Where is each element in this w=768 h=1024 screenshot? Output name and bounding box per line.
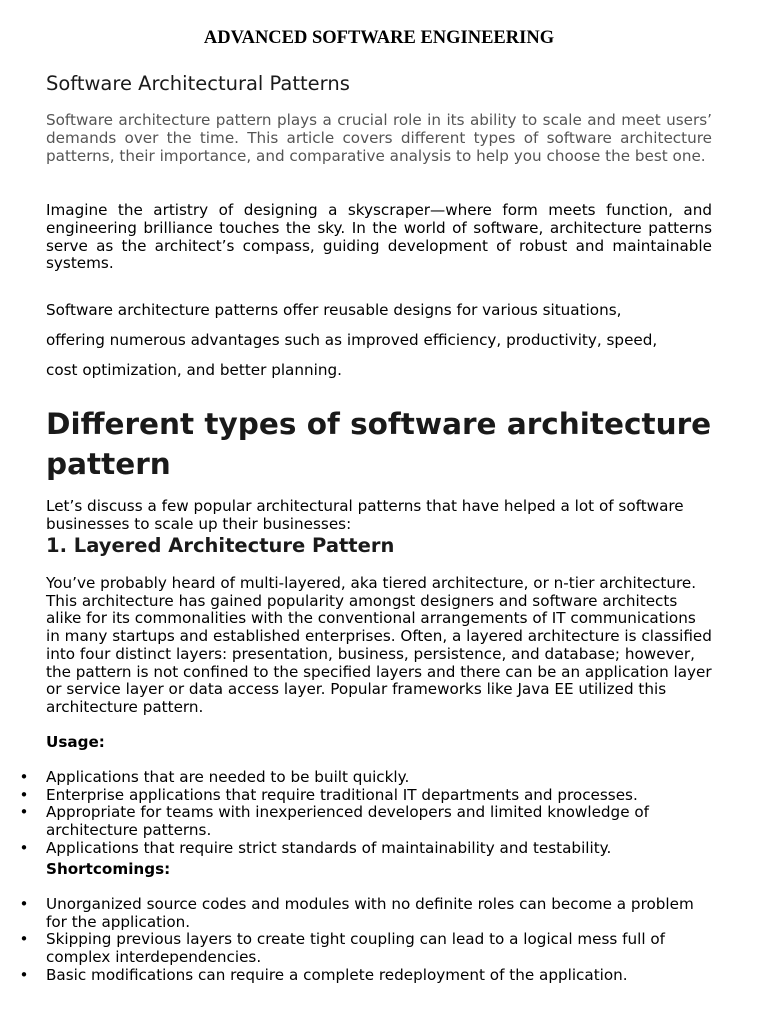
shortcomings-label: Shortcomings:	[46, 860, 171, 878]
list-item-text: Applications that require strict standards of maintainability and testability.	[46, 838, 612, 857]
list-item-text: Applications that are needed to be built quickly.	[46, 768, 410, 786]
list-item-text: Skipping previous layers to create tight coupling can lead to a logical mess full of complex interdependencies.	[46, 930, 666, 967]
list-item	[19, 768, 712, 787]
list-item-text: Appropriate for teams with inexperienced developers and limited knowledge of architecture patterns.	[46, 803, 650, 840]
layered-pattern-body: You’ve probably heard of multi-layered, aka tiered architecture, or n-tier architecture. This architecture has gained popularity amongst designers and software architects alike for its commonalities with the conventional arrangements of IT communications in many startups and established enterprises. Often, a layered architecture is classified into four distinct layers: presentation, business, persistence, and database; however, the pattern is not confined to the specified layers and there can be an application layer or service layer or data access layer. Popular frameworks like Java EE utilized this architecture pattern.	[46, 574, 712, 716]
list-item-text: Enterprise applications that require traditional IT departments and processes.	[46, 785, 638, 804]
shortcomings-list	[19, 895, 712, 985]
intro-paragraph: Software architecture pattern plays a crucial role in its ability to scale and meet users’ demands over the time. This article covers different types of software architecture patterns, their importance, and comparative analysis to help you choose the best one.	[46, 111, 712, 166]
list-item	[19, 785, 712, 805]
list-item	[19, 838, 712, 858]
reusable-designs-paragraph	[46, 295, 712, 385]
bullet-icon: •	[19, 838, 29, 857]
article-subtitle: Software Architectural Patterns	[46, 72, 350, 95]
list-item	[19, 965, 712, 985]
list-item	[19, 803, 712, 840]
layered-pattern-heading: 1. Layered Architecture Pattern	[46, 534, 395, 557]
bullet-icon: •	[19, 768, 29, 786]
list-item-text: Unorganized source codes and modules with no definite roles can become a problem for the application.	[46, 895, 694, 931]
bullet-icon: •	[19, 803, 29, 822]
usage-list	[19, 768, 712, 858]
skyscraper-paragraph: Imagine the artistry of designing a skyscraper—where form meets function, and engineering brilliance touches the sky. In the world of software, architecture patterns serve as the architect’s compass, guiding development of robust and maintainable systems.	[46, 201, 712, 273]
paragraph-line: Software architecture patterns offer reusable designs for various situations,	[46, 301, 622, 319]
list-item	[19, 930, 712, 967]
list-item-text: Basic modifications can require a complete redeployment of the application.	[46, 965, 628, 984]
list-item	[19, 895, 712, 931]
section-lead-paragraph: Let’s discuss a few popular architectural patterns that have helped a lot of software businesses to scale up their businesses:	[46, 497, 684, 533]
paragraph-line: cost optimization, and better planning.	[46, 361, 342, 379]
bullet-icon: •	[19, 930, 29, 949]
bullet-icon: •	[19, 785, 29, 804]
bullet-icon: •	[19, 895, 29, 913]
document-header-title: ADVANCED SOFTWARE ENGINEERING	[203, 28, 555, 48]
usage-label: Usage:	[46, 733, 105, 751]
paragraph-line: offering numerous advantages such as improved efficiency, productivity, speed,	[46, 331, 658, 349]
bullet-icon: •	[19, 965, 29, 984]
section-heading: Different types of software architecture pattern	[46, 407, 712, 481]
